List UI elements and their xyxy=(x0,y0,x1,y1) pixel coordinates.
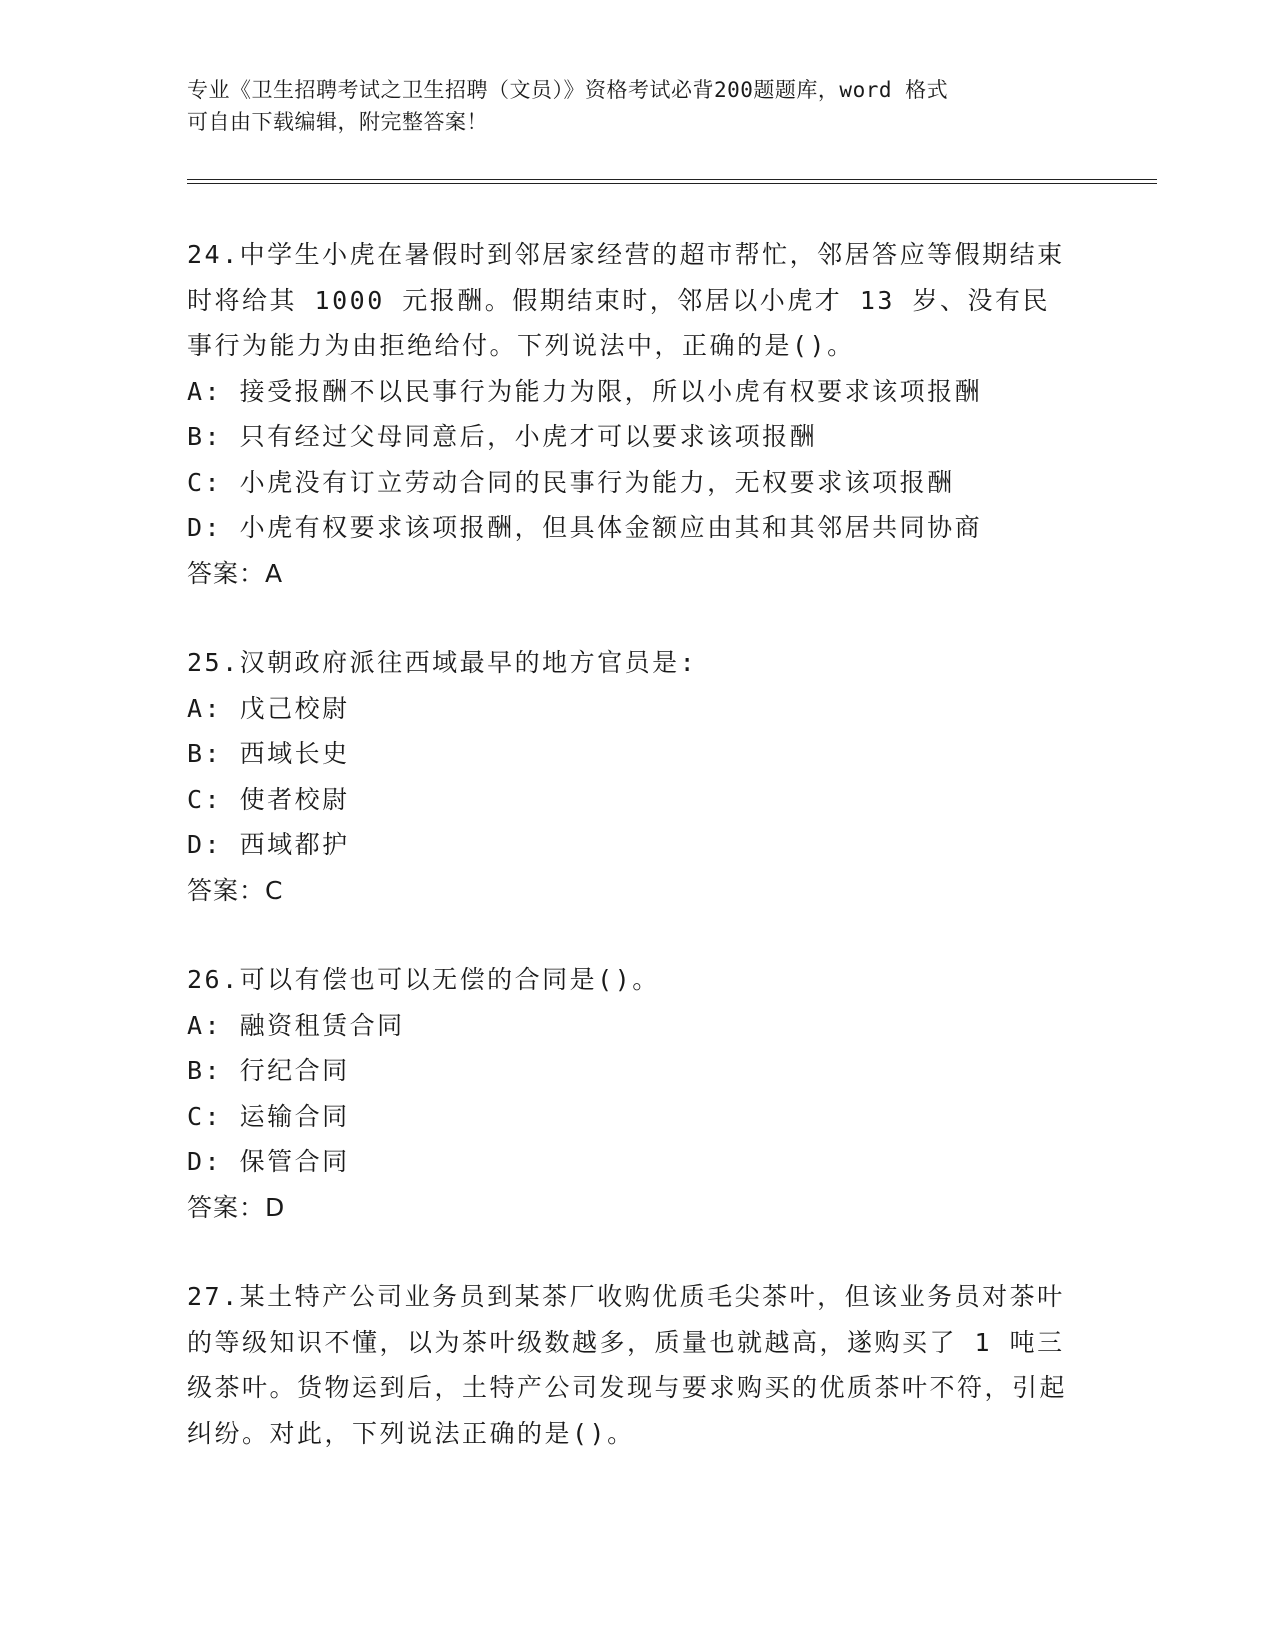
answer: 答案：D xyxy=(187,1192,286,1222)
question-26 xyxy=(187,957,1087,1230)
answer: 答案：A xyxy=(187,558,284,588)
option-d: D: 小虎有权要求该项报酬，但具体金额应由其和其邻居共同协商 xyxy=(187,513,983,542)
option-c: C: 小虎没有订立劳动合同的民事行为能力，无权要求该项报酬 xyxy=(187,467,955,497)
question-27 xyxy=(187,1274,1087,1456)
question-stem: 27.某土特产公司业务员到某茶厂收购优质毛尖茶叶，但该业务员对茶叶的等级知识不懂，以为茶叶级数越多，质量也就越高，遂购买了 1 吨三级茶叶。货物运到后，土特产公司发现与要求购买的优质茶叶不符，引起纠纷。对此，下列说法正确的是()。 xyxy=(187,1282,1068,1448)
question-stem: 25.汉朝政府派往西域最早的地方官员是: xyxy=(187,648,698,677)
option-c: C: 运输合同 xyxy=(187,1101,350,1131)
document-header xyxy=(187,74,1087,138)
option-a: A: 接受报酬不以民事行为能力为限，所以小虎有权要求该项报酬 xyxy=(187,376,983,406)
header-divider-bottom xyxy=(187,183,1157,184)
question-stem: 24.中学生小虎在暑假时到邻居家经营的超市帮忙，邻居答应等假期结束时将给其 1000 元报酬。假期结束时，邻居以小虎才 13 岁、没有民事行为能力为由拒绝给付。下列说法中，正确的是()。 xyxy=(187,240,1065,360)
option-a: A: 戊己校尉 xyxy=(187,693,350,723)
option-c: C: 使者校尉 xyxy=(187,784,350,814)
header-line-1: 专业《卫生招聘考试之卫生招聘（文员）》资格考试必背200题题库，word 格式 xyxy=(187,78,949,102)
option-a: A: 融资租赁合同 xyxy=(187,1010,405,1040)
header-divider-top xyxy=(187,179,1157,180)
header-line-2: 可自由下载编辑，附完整答案！ xyxy=(187,110,488,134)
question-25 xyxy=(187,640,1087,913)
option-b: B: 西域长史 xyxy=(187,739,350,768)
option-b: B: 行纪合同 xyxy=(187,1056,350,1085)
question-list xyxy=(187,232,1087,1500)
answer: 答案：C xyxy=(187,875,284,905)
question-stem: 26.可以有偿也可以无偿的合同是()。 xyxy=(187,965,660,994)
option-b: B: 只有经过父母同意后，小虎才可以要求该项报酬 xyxy=(187,422,818,451)
option-d: D: 西域都护 xyxy=(187,830,350,859)
option-d: D: 保管合同 xyxy=(187,1147,350,1176)
question-24 xyxy=(187,232,1087,596)
